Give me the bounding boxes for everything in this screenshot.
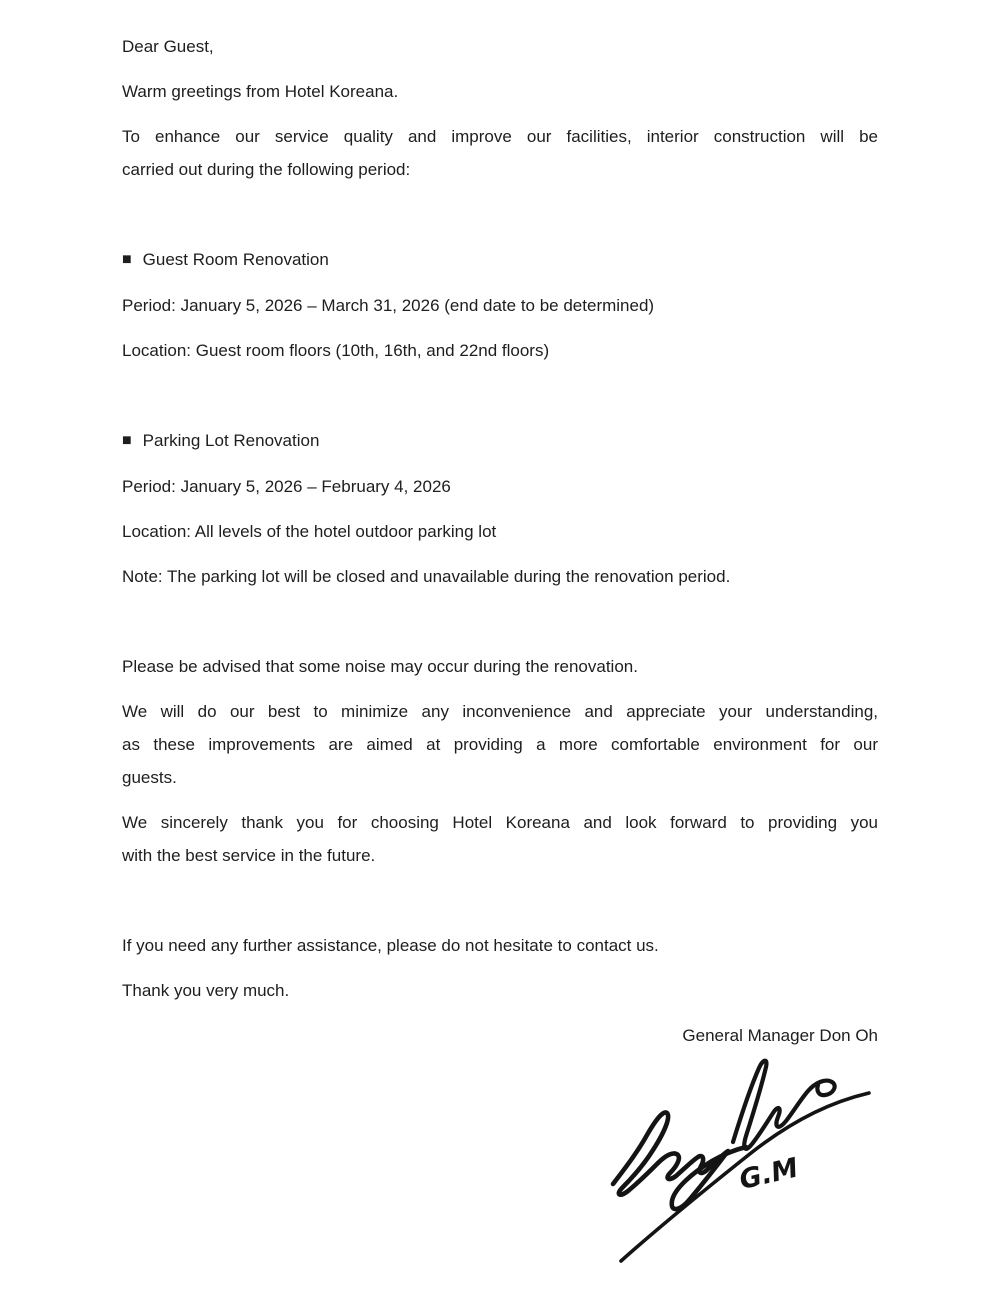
intro-paragraph [122, 120, 878, 186]
section-parking-heading [122, 424, 878, 458]
understanding-paragraph [122, 695, 878, 794]
understanding-line-3: guests. [122, 768, 177, 787]
section-guest-room-title: Guest Room Renovation [142, 250, 329, 269]
spacer [122, 605, 878, 638]
thanks-line-2: with the best service in the future. [122, 846, 376, 865]
signature-stroke [733, 1061, 835, 1149]
signature-gm-caption: G.M [736, 1152, 802, 1196]
signature-stroke [613, 1113, 668, 1195]
signature-handwritten [603, 1056, 888, 1266]
thanks-paragraph [122, 806, 878, 872]
assistance-line: If you need any further assistance, please do not hesitate to contact us. [122, 936, 659, 955]
guest-room-period: Period: January 5, 2026 – March 31, 2026 (end date to be determined) [122, 296, 655, 315]
section-guest-room-heading [122, 243, 878, 277]
understanding-line-1: We will do our best to minimize any inconvenience and appreciate your understanding, [122, 702, 878, 721]
square-bullet-icon: ■ [122, 251, 132, 268]
intro-line-1: To enhance our service quality and improve our facilities, interior construction will be [122, 127, 878, 146]
thank-you-line: Thank you very much. [122, 981, 290, 1000]
noise-notice: Please be advised that some noise may occur during the renovation. [122, 657, 638, 676]
salutation: Dear Guest, [122, 37, 214, 56]
spacer [122, 379, 878, 412]
thanks-line-1: We sincerely thank you for choosing Hotel Koreana and look forward to providing you [122, 813, 878, 832]
guest-room-location: Location: Guest room floors (10th, 16th, and 22nd floors) [122, 341, 550, 360]
square-bullet-icon: ■ [122, 432, 132, 449]
signoff-general-manager: General Manager Don Oh [682, 1026, 878, 1045]
parking-location: Location: All levels of the hotel outdoor parking lot [122, 522, 497, 541]
parking-note: Note: The parking lot will be closed and unavailable during the renovation period. [122, 567, 731, 586]
intro-line-2: carried out during the following period: [122, 160, 411, 179]
signature-block [122, 1056, 888, 1266]
understanding-line-2: as these improvements are aimed at providing a more comfortable environment for our [122, 735, 878, 754]
signature-stroke [658, 1147, 746, 1209]
parking-period: Period: January 5, 2026 – February 4, 2026 [122, 477, 451, 496]
spacer [122, 198, 878, 231]
section-parking-title: Parking Lot Renovation [142, 431, 320, 450]
spacer [122, 884, 878, 917]
greeting-line: Warm greetings from Hotel Koreana. [122, 82, 399, 101]
